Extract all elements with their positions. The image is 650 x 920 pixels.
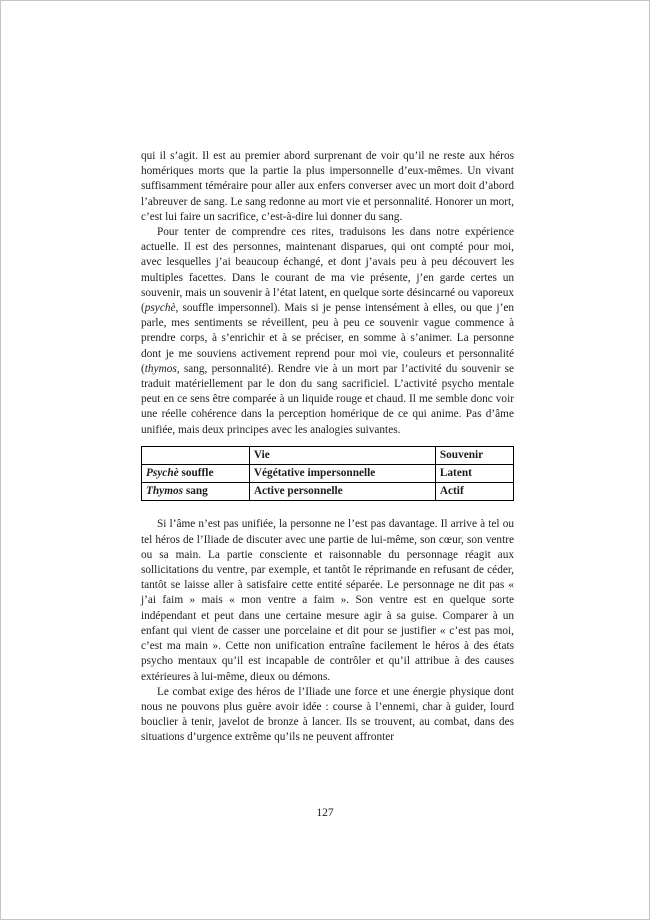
term-thymos-rest: sang [185,485,208,498]
soul-principles-table [141,446,514,502]
table-cell-term [142,465,250,483]
page-number: 127 [316,807,334,819]
paragraph-combat: Le combat exige des héros de l’Iliade une force et une énergie physique dont nous ne pouvons plus guère avoir idée : course à l’ennemi, char à guider, lourd bouclier à tenir, javelot de bronze à lancer. Ils se trouvent, au combat, dans des situations d’urgence extrême qu’ils ne peuvent affronter [141,685,514,744]
paragraph-text: , souffle impersonnel). Mais si je pense intensément à elles, ou que j’en parle, mes sentiments se réveillent, peu à peu ce souvenir vague commence à prendre corps, à s’enrichir et à se préciser, en somme à s’animer. La personne dont je me souviens activement reprend pour moi vie, couleurs et personnalité ( [141,302,514,375]
table-row-psyche [142,465,514,483]
paragraph-text: , sang, personnalité). Rendre vie à un mort par l’activité du souvenir se traduit matériellement par le don du sang sacrificiel. L’activité psycho mentale peut en ce sens être comparée à un liquide rouge et chaud. Il me semble donc voir une réelle cohérence dans la perception homérique de ce qui anime. Pas d’âme unifiée, mais deux principes avec les analogies suivantes. [141,362,514,436]
paragraph-continuation: qui il s’agit. Il est au premier abord surprenant de voir qu’il ne reste aux héros homériques morts que la partie la plus impersonnelle d’eux-mêmes. Un vivant suffisamment téméraire pour aller aux enfers converser avec un mort doit d’abord l’abreuver de sang. Le sang redonne au mort vie et personnalité. Honorer un mort, c’est lui faire un sacrifice, c’est-à-dire lui donner du sang. [141,150,514,223]
table-header-souvenir: Souvenir [435,446,513,464]
text-block [141,149,514,746]
table-cell-vie: Active personnelle [249,483,435,501]
paragraph-rites [141,225,514,438]
table-header-vie: Vie [249,446,435,464]
greek-term-thymos: thymos [144,362,177,375]
paragraph-text: Pour tenter de comprendre ces rites, traduisons les dans notre expérience actuelle. Il est des personnes, maintenant disparues, qui ont compté pour moi, avec lesquelles j’ai beaucoup échangé, et dont j’avais peu à peu découvert les multiples facettes. Dans le courant de ma vie présente, j’en garde certes un souvenir, mais un souvenir à l’état latent, en quelque sorte désincarné ou vaporeux ( [141,226,514,315]
table-cell-term [142,483,250,501]
table-header-empty-cell [142,446,250,464]
term-thymos: Thymos [146,485,184,498]
greek-term-psyche: psychè [144,302,176,315]
table-header-row [142,446,514,464]
term-psyche-rest: souffle [181,467,214,480]
table-cell-vie: Végétative impersonnelle [249,465,435,483]
table-cell-souvenir: Actif [435,483,513,501]
term-psyche: Psychè [146,467,179,480]
table-row-thymos [142,483,514,501]
table-cell-souvenir: Latent [435,465,513,483]
paragraph-soul-unification: Si l’âme n’est pas unifiée, la personne ne l’est pas davantage. Il arrive à tel ou tel héros de l’Iliade de discuter avec une partie de lui-même, son cœur, son ventre ou sa main. La partie consciente et raisonnable du personnage réagit aux sollicitations du ventre, par exemple, et tantôt le réprimande en refusant de céder, tantôt se laisse aller à satisfaire cette entité séparée. Le personnage ne dit pas « j’ai faim » mais « mon ventre a faim ». Son ventre est en quelque sorte indépendant et peut dans une certaine mesure agir à sa guise. Comparer à un enfant qui vient de casser une porcelaine et dit pour se justifier « c’est pas moi, c’est ma main ». Cette non unification entraîne facilement le héros à des états psycho mentaux qu’il est incapable de contrôler et qu’il attribue à des causes extérieures à lui-même, dieux ou démons. [141,518,514,683]
